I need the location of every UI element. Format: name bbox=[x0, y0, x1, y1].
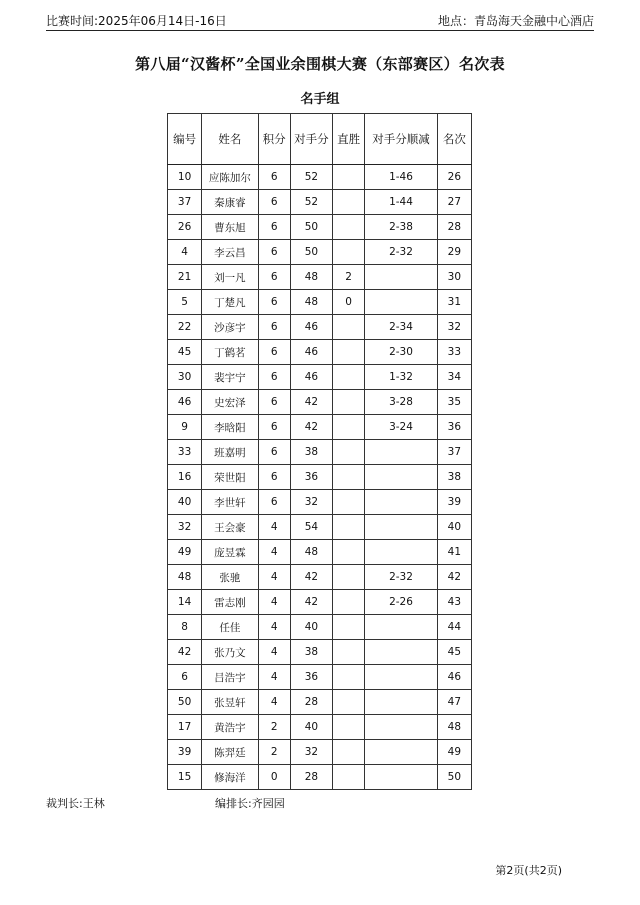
cell-number: 42 bbox=[168, 640, 202, 665]
cell-number: 22 bbox=[168, 315, 202, 340]
cell-number: 10 bbox=[168, 165, 202, 190]
table-row bbox=[168, 615, 472, 640]
cell-points: 6 bbox=[258, 315, 290, 340]
cell-opponent-score-progressive: 2-32 bbox=[365, 240, 437, 265]
cell-rank: 39 bbox=[437, 490, 471, 515]
cell-head-to-head bbox=[333, 765, 365, 790]
cell-name: 庞昱霖 bbox=[202, 540, 258, 565]
cell-head-to-head bbox=[333, 340, 365, 365]
cell-rank: 49 bbox=[437, 740, 471, 765]
cell-points: 6 bbox=[258, 390, 290, 415]
cell-points: 6 bbox=[258, 240, 290, 265]
cell-head-to-head bbox=[333, 590, 365, 615]
cell-number: 30 bbox=[168, 365, 202, 390]
table-row bbox=[168, 390, 472, 415]
cell-opponent-score-progressive: 2-32 bbox=[365, 565, 437, 590]
cell-opponent-score: 28 bbox=[290, 765, 332, 790]
cell-points: 6 bbox=[258, 165, 290, 190]
cell-rank: 27 bbox=[437, 190, 471, 215]
table-row bbox=[168, 415, 472, 440]
cell-number: 15 bbox=[168, 765, 202, 790]
cell-name: 陈羿廷 bbox=[202, 740, 258, 765]
cell-head-to-head: 2 bbox=[333, 265, 365, 290]
cell-rank: 33 bbox=[437, 340, 471, 365]
cell-rank: 45 bbox=[437, 640, 471, 665]
cell-head-to-head bbox=[333, 565, 365, 590]
cell-rank: 35 bbox=[437, 390, 471, 415]
column-header-number: 编号 bbox=[168, 114, 202, 165]
cell-name: 李晗阳 bbox=[202, 415, 258, 440]
cell-opponent-score: 42 bbox=[290, 565, 332, 590]
cell-opponent-score: 28 bbox=[290, 690, 332, 715]
cell-name: 李云昌 bbox=[202, 240, 258, 265]
page-header bbox=[46, 10, 594, 31]
cell-points: 2 bbox=[258, 715, 290, 740]
cell-opponent-score-progressive bbox=[365, 290, 437, 315]
cell-number: 5 bbox=[168, 290, 202, 315]
cell-opponent-score: 36 bbox=[290, 465, 332, 490]
cell-name: 雷志刚 bbox=[202, 590, 258, 615]
cell-head-to-head bbox=[333, 165, 365, 190]
cell-rank: 36 bbox=[437, 415, 471, 440]
cell-rank: 41 bbox=[437, 540, 471, 565]
cell-opponent-score: 50 bbox=[290, 240, 332, 265]
table-row bbox=[168, 715, 472, 740]
cell-points: 4 bbox=[258, 665, 290, 690]
cell-number: 26 bbox=[168, 215, 202, 240]
cell-opponent-score-progressive: 3-28 bbox=[365, 390, 437, 415]
table-row bbox=[168, 315, 472, 340]
cell-points: 4 bbox=[258, 565, 290, 590]
cell-points: 4 bbox=[258, 515, 290, 540]
cell-points: 4 bbox=[258, 590, 290, 615]
page-number: 第2页(共2页) bbox=[495, 864, 562, 877]
cell-number: 16 bbox=[168, 465, 202, 490]
cell-opponent-score: 48 bbox=[290, 290, 332, 315]
cell-rank: 46 bbox=[437, 665, 471, 690]
cell-number: 33 bbox=[168, 440, 202, 465]
table-row bbox=[168, 690, 472, 715]
column-header-points: 积分 bbox=[258, 114, 290, 165]
cell-points: 4 bbox=[258, 690, 290, 715]
cell-points: 6 bbox=[258, 465, 290, 490]
cell-opponent-score: 42 bbox=[290, 390, 332, 415]
cell-head-to-head bbox=[333, 540, 365, 565]
cell-opponent-score-progressive bbox=[365, 715, 437, 740]
cell-name: 曹东旭 bbox=[202, 215, 258, 240]
cell-opponent-score: 48 bbox=[290, 540, 332, 565]
cell-opponent-score-progressive: 2-26 bbox=[365, 590, 437, 615]
cell-opponent-score-progressive bbox=[365, 490, 437, 515]
cell-name: 王会豪 bbox=[202, 515, 258, 540]
cell-opponent-score-progressive bbox=[365, 640, 437, 665]
table-row bbox=[168, 515, 472, 540]
cell-opponent-score: 46 bbox=[290, 365, 332, 390]
table-row bbox=[168, 490, 472, 515]
cell-points: 0 bbox=[258, 765, 290, 790]
cell-opponent-score-progressive: 3-24 bbox=[365, 415, 437, 440]
cell-opponent-score: 36 bbox=[290, 665, 332, 690]
table-row bbox=[168, 215, 472, 240]
cell-points: 2 bbox=[258, 740, 290, 765]
cell-opponent-score: 42 bbox=[290, 590, 332, 615]
cell-head-to-head bbox=[333, 240, 365, 265]
cell-name: 裴宇宁 bbox=[202, 365, 258, 390]
cell-head-to-head bbox=[333, 440, 365, 465]
table-row bbox=[168, 565, 472, 590]
table-row bbox=[168, 440, 472, 465]
cell-name: 张驰 bbox=[202, 565, 258, 590]
cell-name: 张昱轩 bbox=[202, 690, 258, 715]
cell-rank: 47 bbox=[437, 690, 471, 715]
cell-points: 6 bbox=[258, 490, 290, 515]
table-row bbox=[168, 365, 472, 390]
match-time: 比赛时间:2025年06月14日-16日 bbox=[46, 14, 227, 28]
cell-opponent-score-progressive bbox=[365, 615, 437, 640]
cell-points: 6 bbox=[258, 215, 290, 240]
cell-points: 6 bbox=[258, 440, 290, 465]
page-title: 第八届“汉酱杯”全国业余围棋大赛（东部赛区）名次表 bbox=[135, 55, 505, 73]
table-body bbox=[168, 165, 472, 790]
cell-opponent-score-progressive bbox=[365, 265, 437, 290]
chief-arranger: 编排长:齐园园 bbox=[215, 797, 285, 810]
cell-rank: 40 bbox=[437, 515, 471, 540]
cell-number: 46 bbox=[168, 390, 202, 415]
cell-head-to-head bbox=[333, 465, 365, 490]
cell-number: 37 bbox=[168, 190, 202, 215]
table-row bbox=[168, 590, 472, 615]
cell-rank: 50 bbox=[437, 765, 471, 790]
table-row bbox=[168, 190, 472, 215]
cell-opponent-score-progressive bbox=[365, 765, 437, 790]
cell-opponent-score-progressive bbox=[365, 465, 437, 490]
cell-opponent-score-progressive: 2-38 bbox=[365, 215, 437, 240]
cell-opponent-score: 32 bbox=[290, 490, 332, 515]
column-header-head-to-head: 直胜 bbox=[333, 114, 365, 165]
column-header-opponent-score: 对手分 bbox=[290, 114, 332, 165]
cell-opponent-score: 46 bbox=[290, 340, 332, 365]
table-header-row bbox=[168, 114, 472, 165]
cell-points: 6 bbox=[258, 265, 290, 290]
cell-opponent-score-progressive bbox=[365, 515, 437, 540]
cell-name: 张乃文 bbox=[202, 640, 258, 665]
match-location: 地点：青岛海天金融中心酒店 bbox=[437, 14, 594, 28]
cell-head-to-head bbox=[333, 665, 365, 690]
table-row bbox=[168, 640, 472, 665]
table-row bbox=[168, 665, 472, 690]
cell-name: 丁鹤茗 bbox=[202, 340, 258, 365]
cell-name: 李世轩 bbox=[202, 490, 258, 515]
cell-number: 21 bbox=[168, 265, 202, 290]
cell-rank: 44 bbox=[437, 615, 471, 640]
cell-rank: 38 bbox=[437, 465, 471, 490]
cell-opponent-score: 52 bbox=[290, 190, 332, 215]
ranking-table bbox=[167, 113, 472, 790]
cell-name: 任佳 bbox=[202, 615, 258, 640]
cell-number: 17 bbox=[168, 715, 202, 740]
cell-opponent-score-progressive bbox=[365, 740, 437, 765]
cell-number: 8 bbox=[168, 615, 202, 640]
cell-rank: 29 bbox=[437, 240, 471, 265]
cell-name: 秦康睿 bbox=[202, 190, 258, 215]
table-row bbox=[168, 265, 472, 290]
cell-number: 32 bbox=[168, 515, 202, 540]
cell-head-to-head bbox=[333, 190, 365, 215]
chief-judge: 裁判长:王林 bbox=[46, 797, 105, 810]
column-header-opponent-score-progressive: 对手分顺减 bbox=[365, 114, 437, 165]
cell-number: 48 bbox=[168, 565, 202, 590]
cell-rank: 31 bbox=[437, 290, 471, 315]
cell-opponent-score: 38 bbox=[290, 640, 332, 665]
cell-number: 4 bbox=[168, 240, 202, 265]
cell-name: 黄浩宇 bbox=[202, 715, 258, 740]
cell-opponent-score: 50 bbox=[290, 215, 332, 240]
cell-head-to-head bbox=[333, 215, 365, 240]
cell-opponent-score-progressive: 1-44 bbox=[365, 190, 437, 215]
cell-number: 45 bbox=[168, 340, 202, 365]
column-header-rank: 名次 bbox=[437, 114, 471, 165]
cell-head-to-head bbox=[333, 315, 365, 340]
cell-opponent-score-progressive: 1-32 bbox=[365, 365, 437, 390]
cell-opponent-score-progressive bbox=[365, 440, 437, 465]
cell-head-to-head bbox=[333, 490, 365, 515]
cell-opponent-score-progressive: 2-34 bbox=[365, 315, 437, 340]
cell-rank: 26 bbox=[437, 165, 471, 190]
cell-number: 39 bbox=[168, 740, 202, 765]
cell-points: 4 bbox=[258, 540, 290, 565]
cell-head-to-head: 0 bbox=[333, 290, 365, 315]
cell-points: 6 bbox=[258, 340, 290, 365]
table-row bbox=[168, 765, 472, 790]
table-row bbox=[168, 165, 472, 190]
table-row bbox=[168, 240, 472, 265]
cell-name: 沙彦宇 bbox=[202, 315, 258, 340]
table-row bbox=[168, 290, 472, 315]
cell-opponent-score: 48 bbox=[290, 265, 332, 290]
cell-name: 荣世阳 bbox=[202, 465, 258, 490]
cell-opponent-score: 32 bbox=[290, 740, 332, 765]
cell-number: 49 bbox=[168, 540, 202, 565]
cell-opponent-score-progressive bbox=[365, 540, 437, 565]
cell-opponent-score: 40 bbox=[290, 715, 332, 740]
cell-rank: 42 bbox=[437, 565, 471, 590]
cell-name: 史宏泽 bbox=[202, 390, 258, 415]
column-header-name: 姓名 bbox=[202, 114, 258, 165]
cell-number: 9 bbox=[168, 415, 202, 440]
cell-opponent-score: 46 bbox=[290, 315, 332, 340]
cell-rank: 28 bbox=[437, 215, 471, 240]
group-title: 名手组 bbox=[300, 92, 340, 107]
cell-head-to-head bbox=[333, 740, 365, 765]
table-row bbox=[168, 465, 472, 490]
cell-points: 6 bbox=[258, 415, 290, 440]
cell-opponent-score: 54 bbox=[290, 515, 332, 540]
table-row bbox=[168, 540, 472, 565]
cell-rank: 32 bbox=[437, 315, 471, 340]
table-row bbox=[168, 740, 472, 765]
cell-rank: 37 bbox=[437, 440, 471, 465]
cell-points: 6 bbox=[258, 365, 290, 390]
cell-opponent-score-progressive: 2-30 bbox=[365, 340, 437, 365]
cell-head-to-head bbox=[333, 690, 365, 715]
cell-opponent-score-progressive: 1-46 bbox=[365, 165, 437, 190]
cell-number: 50 bbox=[168, 690, 202, 715]
cell-name: 丁楚凡 bbox=[202, 290, 258, 315]
cell-name: 应陈加尔 bbox=[202, 165, 258, 190]
cell-opponent-score-progressive bbox=[365, 690, 437, 715]
cell-opponent-score: 38 bbox=[290, 440, 332, 465]
cell-opponent-score-progressive bbox=[365, 665, 437, 690]
cell-rank: 48 bbox=[437, 715, 471, 740]
cell-head-to-head bbox=[333, 640, 365, 665]
cell-rank: 30 bbox=[437, 265, 471, 290]
cell-number: 14 bbox=[168, 590, 202, 615]
cell-name: 修海洋 bbox=[202, 765, 258, 790]
cell-name: 班嘉明 bbox=[202, 440, 258, 465]
cell-name: 刘一凡 bbox=[202, 265, 258, 290]
cell-points: 6 bbox=[258, 290, 290, 315]
cell-head-to-head bbox=[333, 715, 365, 740]
cell-opponent-score: 42 bbox=[290, 415, 332, 440]
cell-rank: 34 bbox=[437, 365, 471, 390]
cell-head-to-head bbox=[333, 390, 365, 415]
cell-points: 6 bbox=[258, 190, 290, 215]
cell-number: 40 bbox=[168, 490, 202, 515]
cell-head-to-head bbox=[333, 365, 365, 390]
cell-head-to-head bbox=[333, 415, 365, 440]
cell-opponent-score: 40 bbox=[290, 615, 332, 640]
cell-name: 吕浩宇 bbox=[202, 665, 258, 690]
cell-number: 6 bbox=[168, 665, 202, 690]
cell-points: 4 bbox=[258, 615, 290, 640]
cell-head-to-head bbox=[333, 515, 365, 540]
cell-opponent-score: 52 bbox=[290, 165, 332, 190]
table-row bbox=[168, 340, 472, 365]
cell-rank: 43 bbox=[437, 590, 471, 615]
cell-points: 4 bbox=[258, 640, 290, 665]
cell-head-to-head bbox=[333, 615, 365, 640]
